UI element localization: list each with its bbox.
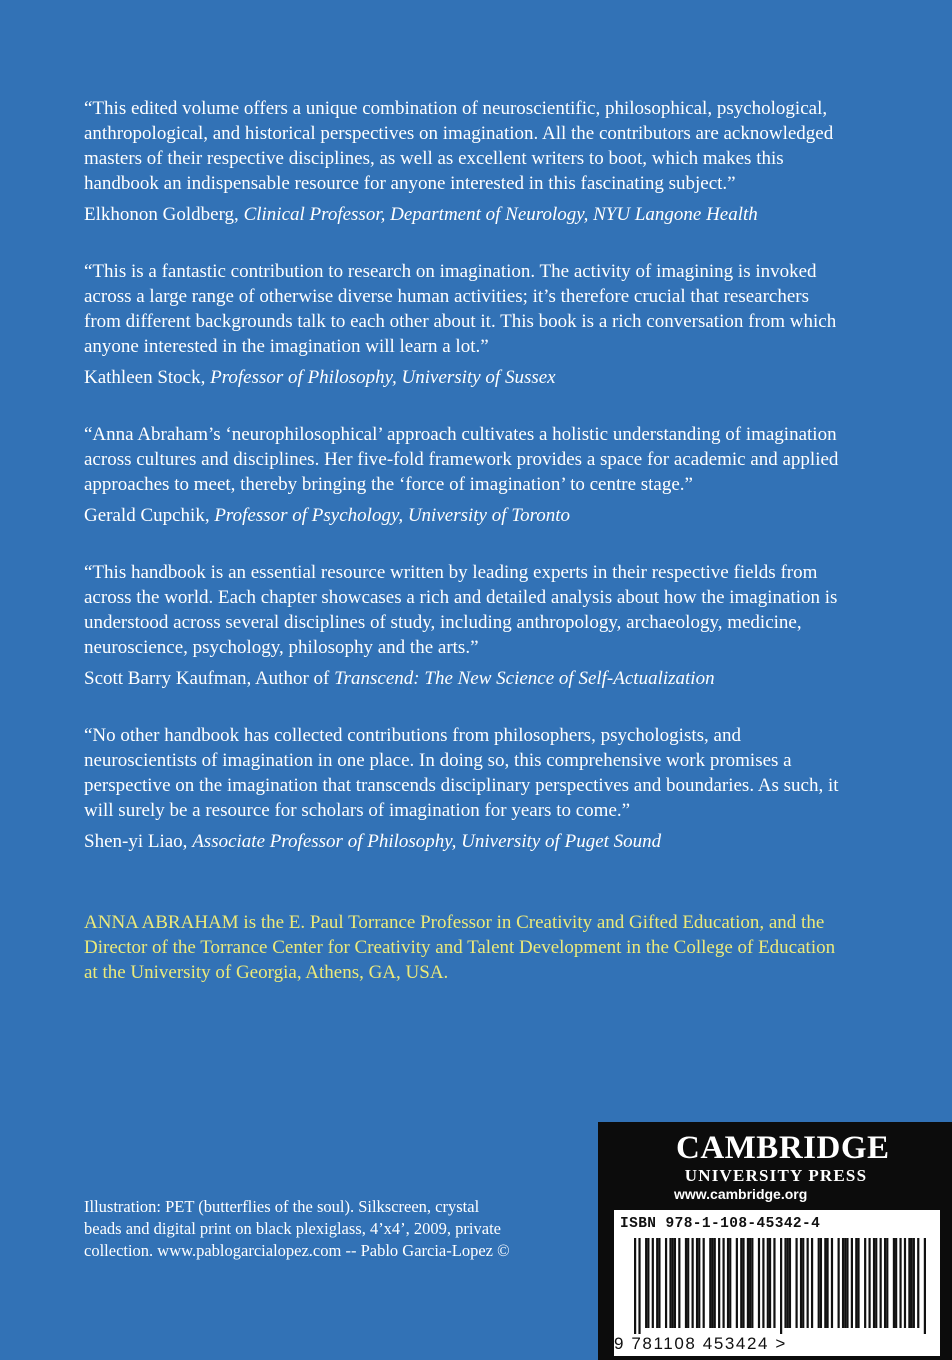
illustration-credit: Illustration: PET (butterflies of the soul). Silkscreen, crystal beads and digital print on black plexiglass, 4’x4’, 2009, private collection. www.pablogarcialopez.com -- Pablo Garcia-Lopez © — [84, 1197, 510, 1260]
barcode-icon — [634, 1238, 926, 1334]
endorsement-quote: “This edited volume offers a unique combination of neuroscientific, philosophical, psychological, anthropological, and historical perspectives on imagination. All the contributors are acknowledged masters of their respective disciplines, as well as excellent writers to boot, which makes this handbook an indispensable resource for anyone interested in this fascinating subject.” — [84, 98, 834, 194]
publisher-subtitle: UNIVERSITY PRESS — [684, 1166, 868, 1185]
endorser-name: Elkhonon Goldberg, — [84, 204, 239, 225]
endorsement — [84, 259, 844, 390]
endorsement-attribution — [84, 666, 844, 691]
author-bio: ANNA ABRAHAM is the E. Paul Torrance Professor in Creativity and Gifted Education, and the Director of the Torrance Center for Creativity and Talent Development in the College of Education at the University of Georgia, Athens, GA, USA. — [84, 912, 836, 983]
barcode-box — [614, 1210, 940, 1356]
isbn-label: ISBN 978-1-108-45342-4 — [620, 1216, 821, 1232]
endorsement-quote: “This is a fantastic contribution to research on imagination. The activity of imagining is invoked across a large range of otherwise diverse human activities; it’s therefore crucial that researchers from different backgrounds talk to each other about it. This book is a rich conversation from which anyone interested in the imagination will learn a lot.” — [84, 261, 837, 357]
endorsements-section — [84, 96, 844, 886]
barcode-digits: 9 781108 453424 > — [614, 1334, 787, 1353]
endorsement — [84, 723, 844, 854]
endorsement-attribution — [84, 202, 844, 227]
endorsement — [84, 560, 844, 691]
endorser-title: Associate Professor of Philosophy, University of Puget Sound — [192, 831, 662, 852]
endorsement-attribution — [84, 503, 844, 528]
endorsement-quote: “Anna Abraham’s ‘neurophilosophical’ approach cultivates a holistic understanding of imagination across cultures and disciplines. Her five-fold framework provides a space for academic and applied approaches to meet, thereby bringing the ‘force of imagination’ to centre stage.” — [84, 424, 839, 495]
endorser-name: Kathleen Stock, — [84, 367, 206, 388]
endorser-name: Shen-yi Liao, — [84, 831, 188, 852]
endorser-title: Professor of Philosophy, University of Sussex — [210, 367, 556, 388]
endorser-name: Gerald Cupchik, — [84, 505, 210, 526]
endorser-title: Transcend: The New Science of Self-Actualization — [334, 668, 715, 689]
endorsement-quote: “No other handbook has collected contributions from philosophers, psychologists, and neuroscientists of imagination in one place. In doing so, this comprehensive work promises a perspective on the imagination that transcends disciplinary perspectives and boundaries. As such, it will surely be a resource for scholars of imagination for years to come.” — [84, 725, 839, 821]
endorsement-attribution — [84, 829, 844, 854]
endorsement — [84, 96, 844, 227]
endorsement-attribution — [84, 365, 844, 390]
publisher-panel — [598, 1122, 952, 1360]
publisher-name: CAMBRIDGE — [676, 1130, 890, 1166]
endorser-title: Professor of Psychology, University of Toronto — [214, 505, 571, 526]
endorser-title: Clinical Professor, Department of Neurology, NYU Langone Health — [243, 204, 758, 225]
publisher-url: www.cambridge.org — [674, 1186, 808, 1202]
endorser-name: Scott Barry Kaufman, Author of — [84, 668, 330, 689]
endorsement-quote: “This handbook is an essential resource written by leading experts in their respective fields from across the world. Each chapter showcases a rich and detailed analysis about how the imagination is understood across several disciplines of study, including anthropology, archaeology, medicine, neuroscience, psychology, philosophy and the arts.” — [84, 562, 838, 658]
publisher-logo — [676, 1130, 890, 1186]
endorsement — [84, 422, 844, 528]
